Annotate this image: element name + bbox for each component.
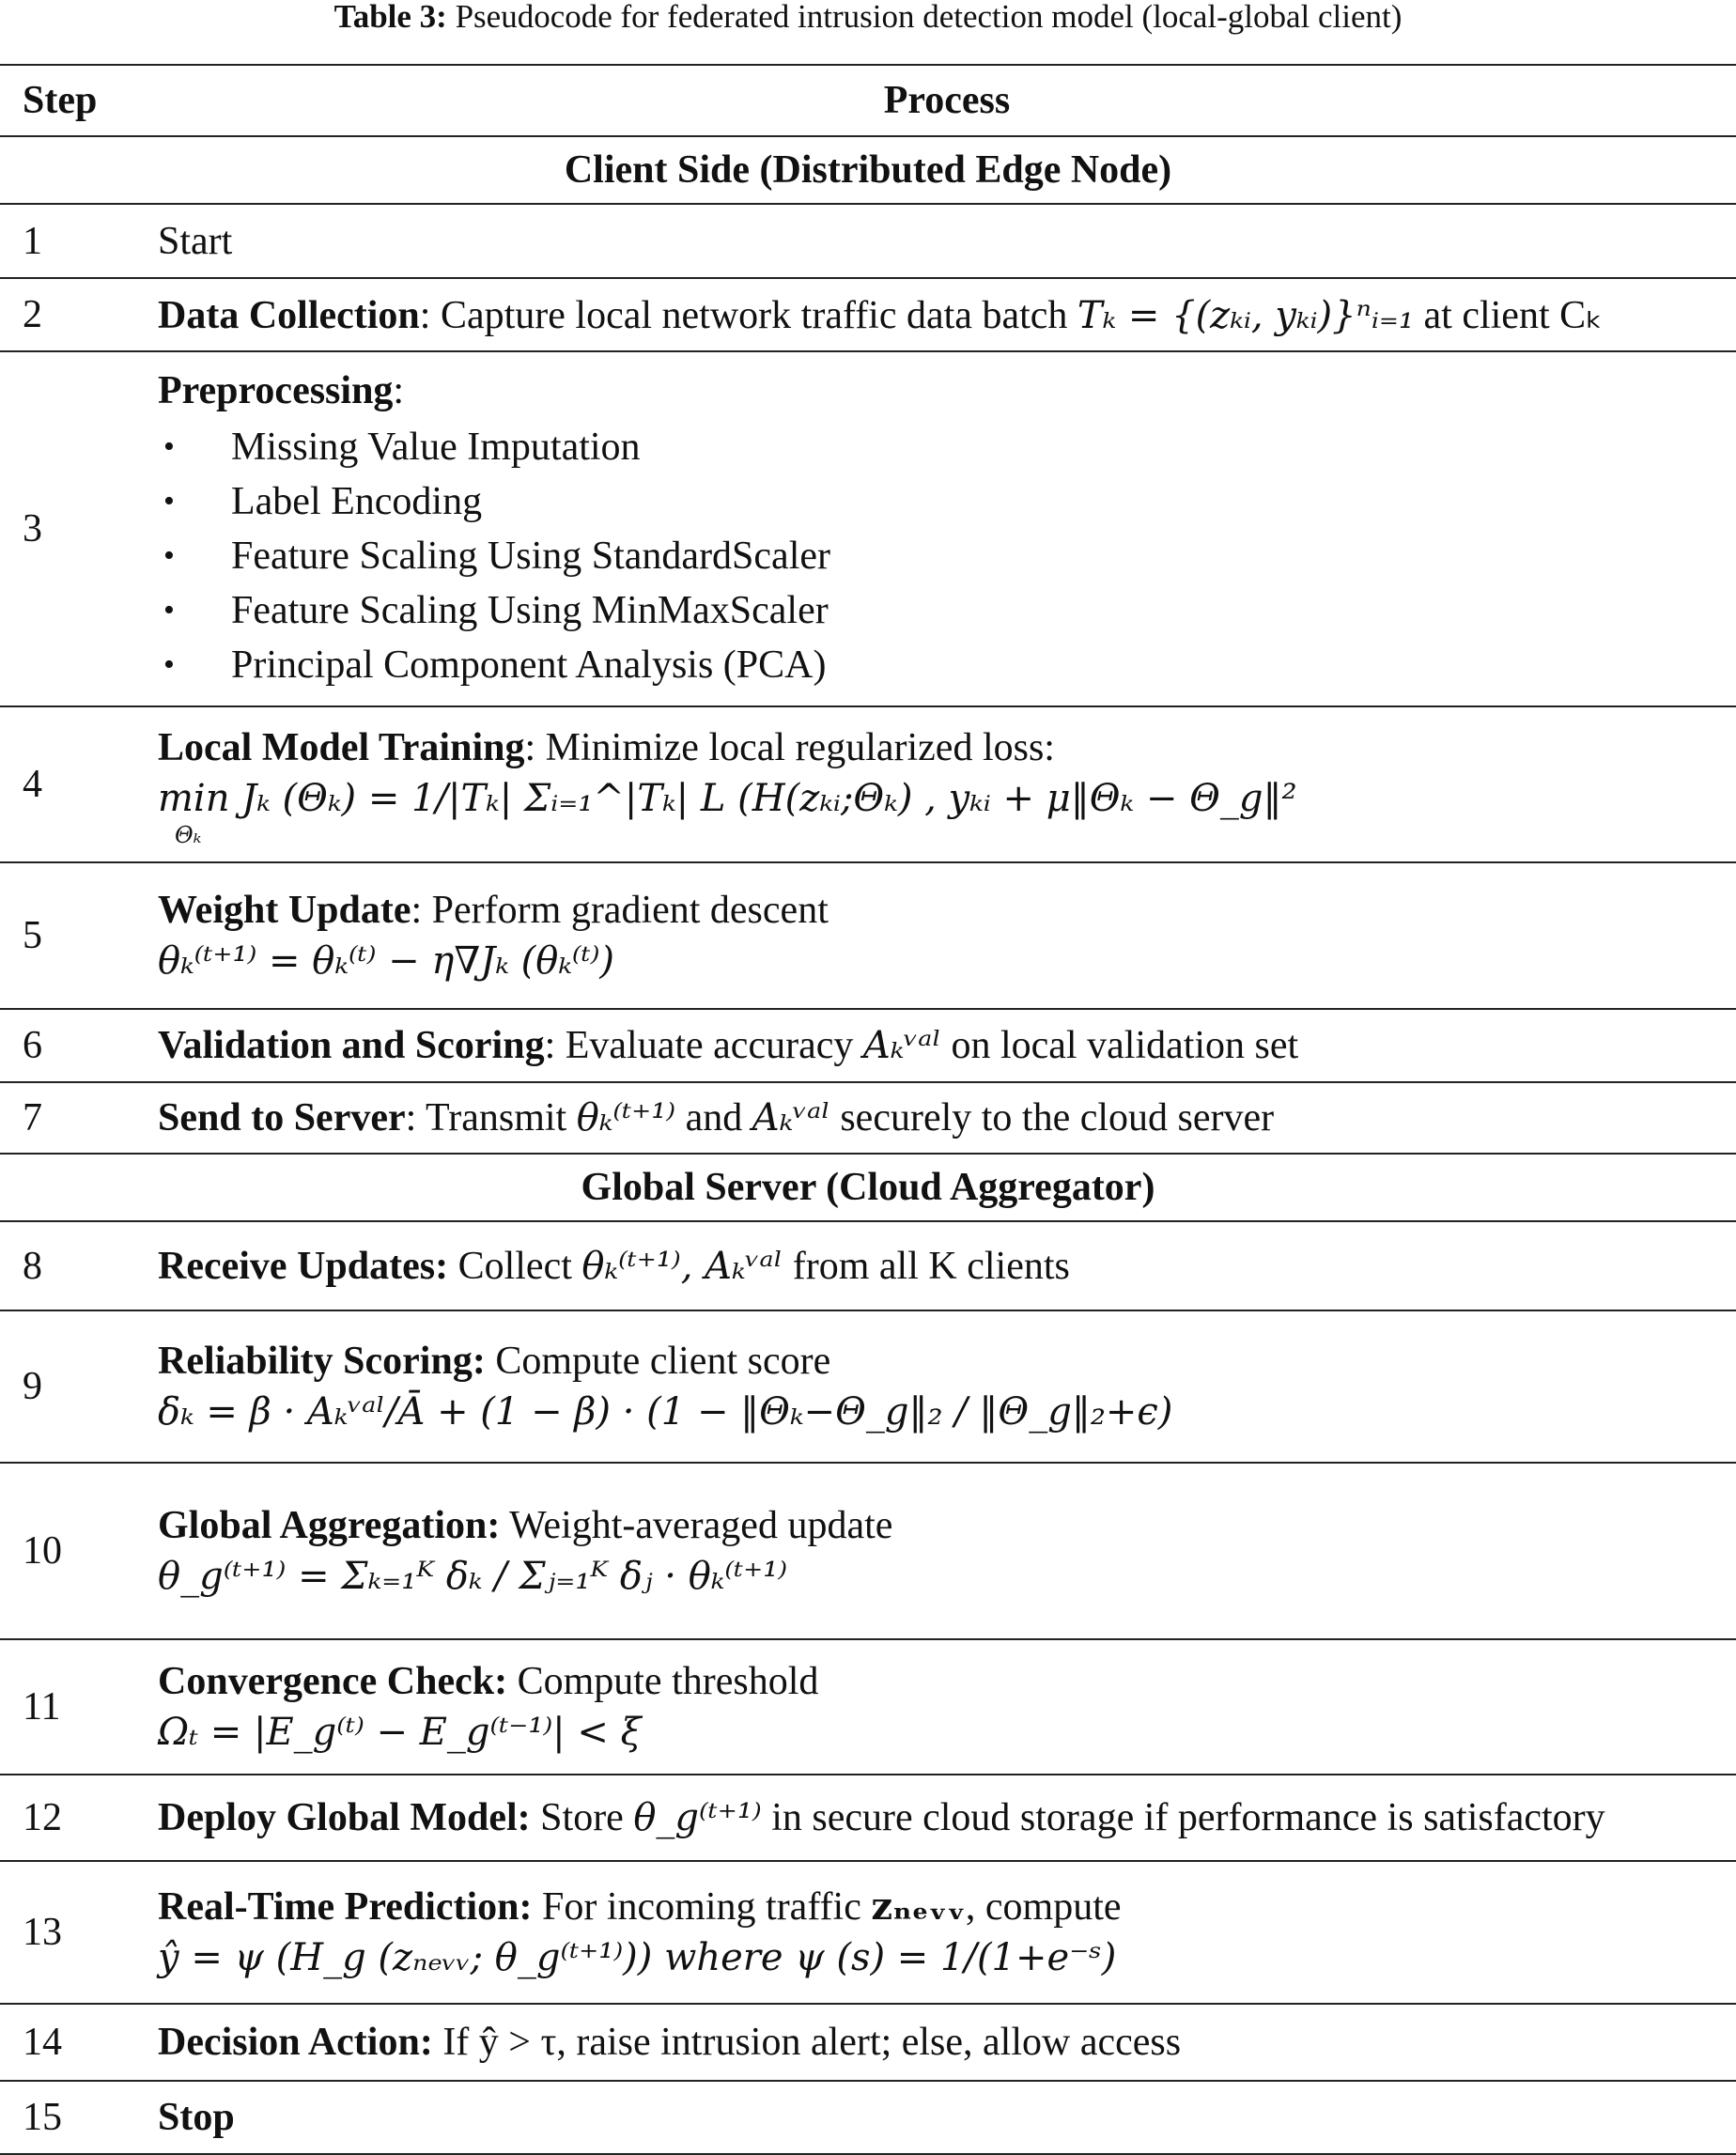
process-text: : Evaluate accuracy <box>544 1024 863 1067</box>
table-row <box>0 706 1736 862</box>
process-label: Global Aggregation: <box>158 1504 501 1547</box>
list-item: • Feature Scaling Using MinMaxScaler <box>231 583 1736 638</box>
step-number: 8 <box>23 1244 42 1288</box>
process-cell <box>158 1009 1736 1082</box>
process-cell <box>158 278 1736 351</box>
process-tail: in secure cloud storage if performance is satisfactory <box>761 1796 1605 1839</box>
step-number: 10 <box>23 1529 62 1573</box>
process-label: Data Collection <box>158 294 420 337</box>
process-tail: , compute <box>965 1885 1122 1929</box>
process-label: Weight Update <box>158 889 411 932</box>
process-cell <box>158 2004 1736 2081</box>
process-cell <box>158 1221 1736 1310</box>
preprocessing-list <box>158 420 1736 692</box>
step-number: 9 <box>23 1365 42 1408</box>
table-row <box>0 278 1736 351</box>
section-server-label: Global Server (Cloud Aggregator) <box>581 1166 1155 1209</box>
table-row <box>0 204 1736 278</box>
process-text: For incoming traffic <box>532 1885 872 1929</box>
process-cell <box>158 204 1736 278</box>
list-item: • Feature Scaling Using StandardScaler <box>231 529 1736 583</box>
step-number: 7 <box>23 1096 42 1140</box>
table-row <box>0 2004 1736 2081</box>
header-row <box>0 65 1736 136</box>
process-cell <box>158 1861 1736 2004</box>
table-row <box>0 1082 1736 1154</box>
process-text: If ŷ > τ, raise intrusion alert; else, allow access <box>432 2021 1182 2064</box>
process-text: : <box>393 369 405 412</box>
list-item: • Label Encoding <box>231 474 1736 529</box>
section-server <box>0 1154 1736 1221</box>
formula: δₖ = β · Aₖᵛᵃˡ/Ā + (1 − β) · (1 − ‖Θₖ−Θ_g‖₂ / ‖Θ_g‖₂+ϵ) <box>158 1390 1173 1434</box>
process-text: Compute client score <box>485 1340 831 1383</box>
process-text: Store <box>530 1796 634 1839</box>
process-text: : Perform gradient descent <box>411 889 829 932</box>
step-number: 2 <box>23 293 42 336</box>
pseudocode-table <box>0 64 1736 2155</box>
formula: θₖ⁽ᵗ⁺¹⁾ <box>576 1096 676 1140</box>
process-cell <box>158 351 1736 706</box>
list-item: • Missing Value Imputation <box>231 420 1736 474</box>
process-tail: at client Cₖ <box>1414 294 1604 337</box>
formula: θₖ⁽ᵗ⁺¹⁾, Aₖᵛᵃˡ <box>581 1244 783 1288</box>
process-text: : Minimize local regularized loss: <box>524 726 1055 769</box>
formula: Aₖᵛᵃˡ <box>862 1024 941 1067</box>
process-cell <box>158 1082 1736 1154</box>
process-cell <box>158 862 1736 1009</box>
formula: Ωₜ = |E_g⁽ᵗ⁾ − E_g⁽ᵗ⁻¹⁾| < ξ <box>158 1711 642 1754</box>
table-row <box>0 1861 1736 2004</box>
step-number: 12 <box>23 1796 62 1839</box>
header-process: Process <box>883 79 1011 122</box>
formula-subscript: Θₖ <box>175 822 202 848</box>
process-label: Receive Updates: <box>158 1244 449 1288</box>
process-label: Validation and Scoring <box>158 1024 545 1067</box>
process-cell <box>158 1775 1736 1861</box>
process-label: Local Model Training <box>158 726 525 769</box>
section-client-label: Client Side (Distributed Edge Node) <box>564 148 1172 192</box>
step-number: 5 <box>23 914 42 957</box>
table-row <box>0 1463 1736 1639</box>
table-row <box>0 1009 1736 1082</box>
step-number: 15 <box>23 2096 62 2139</box>
process-mid: and <box>675 1096 752 1140</box>
process-tail: securely to the cloud server <box>829 1096 1275 1140</box>
process-label: Send to Server <box>158 1096 406 1140</box>
table-row <box>0 1775 1736 1861</box>
process-label: Decision Action: <box>158 2021 433 2064</box>
step-number: 6 <box>23 1024 42 1067</box>
process-cell <box>158 2081 1736 2154</box>
process-cell <box>158 1310 1736 1463</box>
process-label: Deploy Global Model: <box>158 1796 531 1839</box>
step-number: 3 <box>23 507 42 550</box>
process-text: Compute threshold <box>507 1660 819 1703</box>
process-label: Convergence Check: <box>158 1660 508 1703</box>
process-text: : Transmit <box>405 1096 577 1140</box>
table-row <box>0 2081 1736 2154</box>
formula: min Jₖ (Θₖ) = 1/|Tₖ| Σᵢ₌₁^|Tₖ| L (H(zₖᵢ;Θₖ) , yₖᵢ + μ‖Θₖ − Θ_g‖² <box>158 777 1297 820</box>
step-number: 1 <box>23 219 42 263</box>
formula-inline: zₙₑᵥᵥ <box>871 1884 966 1929</box>
process-tail: from all K clients <box>783 1244 1070 1288</box>
formula-2: Aₖᵛᵃˡ <box>752 1096 830 1140</box>
section-client <box>0 136 1736 204</box>
formula: θₖ⁽ᵗ⁺¹⁾ = θₖ⁽ᵗ⁾ − η∇Jₖ (θₖ⁽ᵗ⁾) <box>158 939 615 983</box>
formula: θ_g⁽ᵗ⁺¹⁾ <box>633 1796 762 1839</box>
table-row <box>0 1639 1736 1775</box>
list-item: • Principal Component Analysis (PCA) <box>231 638 1736 692</box>
caption-label: Table 3: <box>333 0 447 35</box>
process-cell <box>158 706 1736 862</box>
process-label: Real-Time Prediction: <box>158 1885 533 1929</box>
table-row <box>0 351 1736 706</box>
process-label: Reliability Scoring: <box>158 1340 486 1383</box>
process-cell <box>158 1639 1736 1775</box>
header-step: Step <box>23 79 98 122</box>
process-label: Preprocessing <box>158 369 394 412</box>
step-number: 11 <box>23 1685 61 1729</box>
process-cell <box>158 1463 1736 1639</box>
step-number: 13 <box>23 1911 62 1954</box>
process-text: : Capture local network traffic data batch <box>419 294 1077 337</box>
caption-text: Pseudocode for federated intrusion detection model (local-global client) <box>455 0 1403 35</box>
table-caption <box>0 0 1736 38</box>
process-text: Weight-averaged update <box>500 1504 893 1547</box>
formula: ŷ = ψ (H_g (zₙₑᵥᵥ; θ_g⁽ᵗ⁺¹⁾)) where ψ (s) = 1/(1+e⁻ˢ) <box>158 1936 1117 1979</box>
process-tail: on local validation set <box>940 1024 1299 1067</box>
formula: Tₖ = {(zₖᵢ, yₖᵢ)}ⁿᵢ₌₁ <box>1077 294 1415 337</box>
process-text: Collect <box>448 1244 582 1288</box>
table-row <box>0 862 1736 1009</box>
step-number: 4 <box>23 763 42 806</box>
process-text: Start <box>158 219 233 263</box>
formula: θ_g⁽ᵗ⁺¹⁾ = Σₖ₌₁ᴷ δₖ / Σⱼ₌₁ᴷ δⱼ · θₖ⁽ᵗ⁺¹⁾ <box>158 1555 788 1598</box>
step-number: 14 <box>23 2021 62 2064</box>
table-row <box>0 1221 1736 1310</box>
process-label: Stop <box>158 2096 235 2139</box>
table-row <box>0 1310 1736 1463</box>
